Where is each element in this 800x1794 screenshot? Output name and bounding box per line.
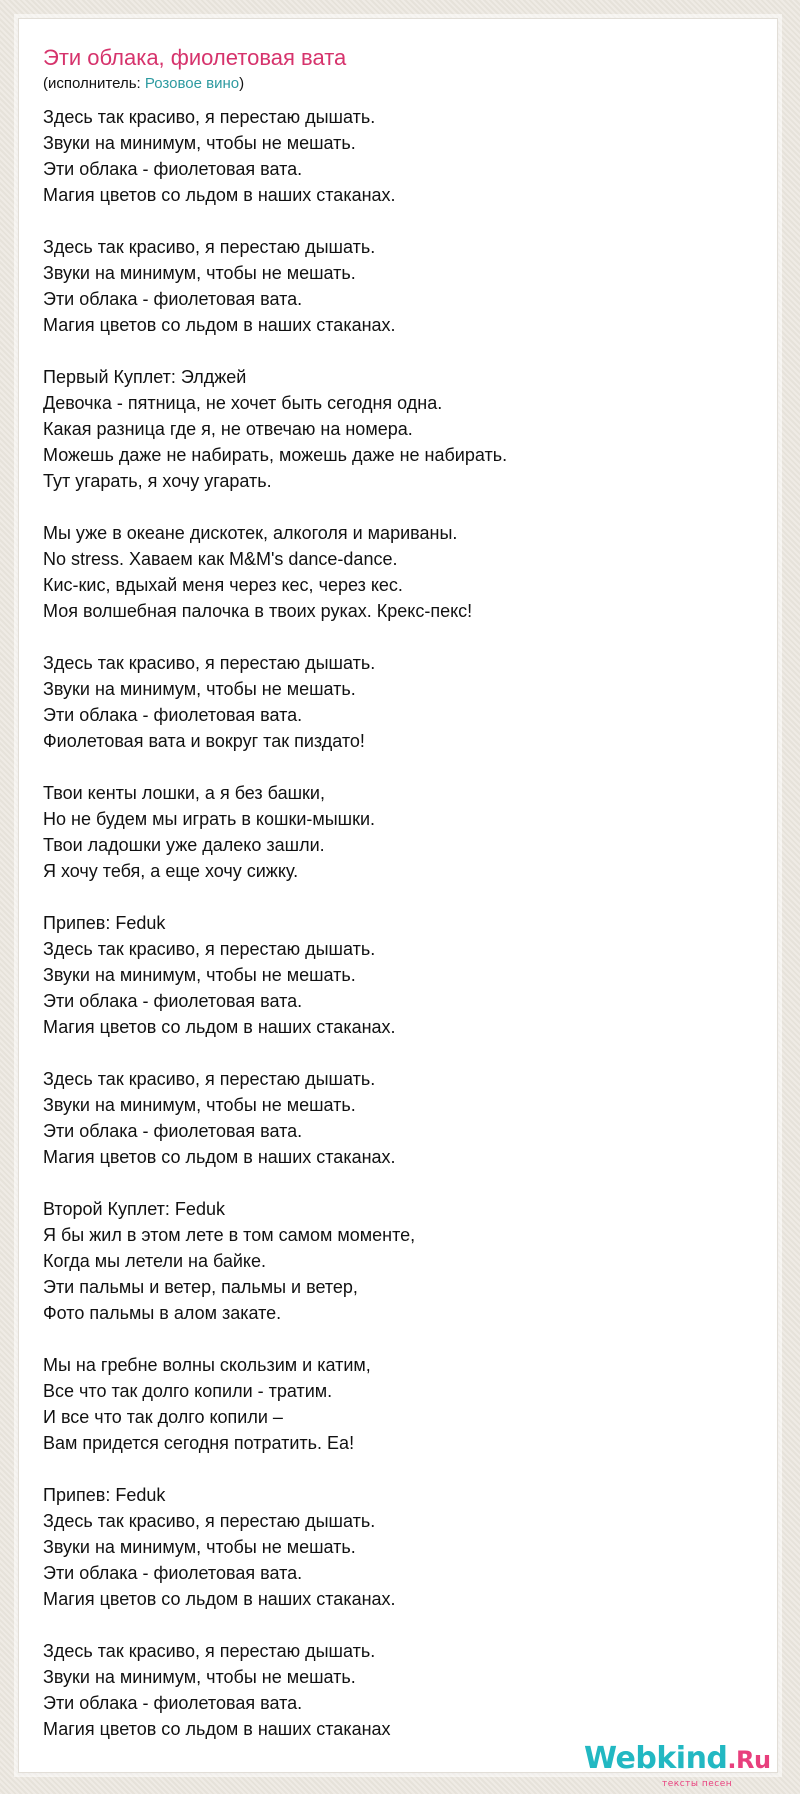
lyric-line: Твои ладошки уже далеко зашли. <box>43 835 325 855</box>
lyric-line: Тут угарать, я хочу угарать. <box>43 471 272 491</box>
lyric-line: Магия цветов со льдом в наших стаканах. <box>43 1589 396 1609</box>
lyric-line: Твои кенты лошки, а я без башки, <box>43 783 325 803</box>
lyric-line: Второй Куплет: Feduk <box>43 1199 225 1219</box>
stanza-break <box>43 884 743 910</box>
lyric-line: Эти пальмы и ветер, пальмы и ветер, <box>43 1277 358 1297</box>
lyric-line: И все что так долго копили – <box>43 1407 283 1427</box>
lyric-line: Первый Куплет: Элджей <box>43 367 247 387</box>
webkind-logo[interactable] <box>584 1741 784 1793</box>
lyric-line: Магия цветов со льдом в наших стаканах. <box>43 1017 396 1037</box>
lyric-line: Звуки на минимум, чтобы не мешать. <box>43 263 356 283</box>
lyric-line: Магия цветов со льдом в наших стаканах. <box>43 1147 396 1167</box>
lyric-line: Я бы жил в этом лете в том самом моменте, <box>43 1225 416 1245</box>
lyric-line: Магия цветов со льдом в наших стаканах. <box>43 315 396 335</box>
lyric-line: Припев: Feduk <box>43 913 166 933</box>
stanza-break <box>43 1170 743 1196</box>
lyric-line: Магия цветов со льдом в наших стаканах <box>43 1719 391 1739</box>
artist-link[interactable]: Розовое вино <box>144 75 240 92</box>
stanza-break <box>43 624 743 650</box>
lyric-line: Здесь так красиво, я перестаю дышать. <box>43 939 376 959</box>
logo-suffix: .Ru <box>727 1746 771 1774</box>
lyric-line: Звуки на минимум, чтобы не мешать. <box>43 1667 356 1687</box>
lyric-line: Эти облака - фиолетовая вата. <box>43 289 303 309</box>
lyric-line: Здесь так красиво, я перестаю дышать. <box>43 1641 376 1661</box>
lyric-line: Но не будем мы играть в кошки-мышки. <box>43 809 376 829</box>
lyric-line: Я хочу тебя, а еще хочу сижку. <box>43 861 299 881</box>
lyric-line: No stress. Хаваем как M&M's dance-dance. <box>43 549 398 569</box>
lyric-line: Эти облака - фиолетовая вата. <box>43 1121 303 1141</box>
stanza-break <box>43 338 743 364</box>
stanza-break <box>43 1040 743 1066</box>
logo-wordmark <box>584 1741 771 1776</box>
stanza-break <box>43 494 743 520</box>
byline-prefix: (исполнитель: <box>43 75 145 92</box>
lyric-line: Эти облака - фиолетовая вата. <box>43 991 303 1011</box>
lyrics-text <box>43 104 743 1742</box>
lyric-line: Мы уже в океане дискотек, алкоголя и мариваны. <box>43 523 458 543</box>
lyric-line: Девочка - пятница, не хочет быть сегодня одна. <box>43 393 443 413</box>
lyric-line: Звуки на минимум, чтобы не мешать. <box>43 679 356 699</box>
lyric-line: Звуки на минимум, чтобы не мешать. <box>43 1537 356 1557</box>
stanza-break <box>43 1612 743 1638</box>
lyric-line: Мы на гребне волны скользим и катим, <box>43 1355 371 1375</box>
lyric-line: Здесь так красиво, я перестаю дышать. <box>43 1069 376 1089</box>
byline-suffix: ) <box>239 75 245 92</box>
lyric-line: Эти облака - фиолетовая вата. <box>43 1563 303 1583</box>
lyric-line: Когда мы летели на байке. <box>43 1251 267 1271</box>
lyric-line: Вам придется сегодня потратить. Еа! <box>43 1433 355 1453</box>
lyric-line: Моя волшебная палочка в твоих руках. Крекс-пекс! <box>43 601 473 621</box>
stanza-break <box>43 754 743 780</box>
lyric-line: Кис-кис, вдыхай меня через кес, через кес. <box>43 575 403 595</box>
lyric-line: Здесь так красиво, я перестаю дышать. <box>43 107 376 127</box>
lyric-line: Магия цветов со льдом в наших стаканах. <box>43 185 396 205</box>
lyric-line: Звуки на минимум, чтобы не мешать. <box>43 1095 356 1115</box>
lyric-line: Эти облака - фиолетовая вата. <box>43 1693 303 1713</box>
lyric-line: Эти облака - фиолетовая вата. <box>43 705 303 725</box>
logo-tagline: тексты песен <box>662 1779 733 1789</box>
lyric-line: Звуки на минимум, чтобы не мешать. <box>43 965 356 985</box>
stanza-break <box>43 208 743 234</box>
lyric-line: Фото пальмы в алом закате. <box>43 1303 282 1323</box>
lyric-line: Эти облака - фиолетовая вата. <box>43 159 303 179</box>
lyric-line: Можешь даже не набирать, можешь даже не набирать. <box>43 445 508 465</box>
lyric-line: Здесь так красиво, я перестаю дышать. <box>43 653 376 673</box>
logo-main-text: Webkind <box>584 1741 728 1776</box>
lyrics-card <box>18 18 778 1789</box>
artist-byline <box>43 74 244 94</box>
stanza-break <box>43 1456 743 1482</box>
lyric-line: Все что так долго копили - тратим. <box>43 1381 333 1401</box>
lyric-line: Здесь так красиво, я перестаю дышать. <box>43 1511 376 1531</box>
lyric-line: Припев: Feduk <box>43 1485 166 1505</box>
lyric-line: Какая разница где я, не отвечаю на номера. <box>43 419 413 439</box>
stanza-break <box>43 1326 743 1352</box>
lyric-line: Фиолетовая вата и вокруг так пиздато! <box>43 731 365 751</box>
lyric-line: Звуки на минимум, чтобы не мешать. <box>43 133 356 153</box>
song-title: Эти облака, фиолетовая вата <box>43 45 347 70</box>
lyric-line: Здесь так красиво, я перестаю дышать. <box>43 237 376 257</box>
